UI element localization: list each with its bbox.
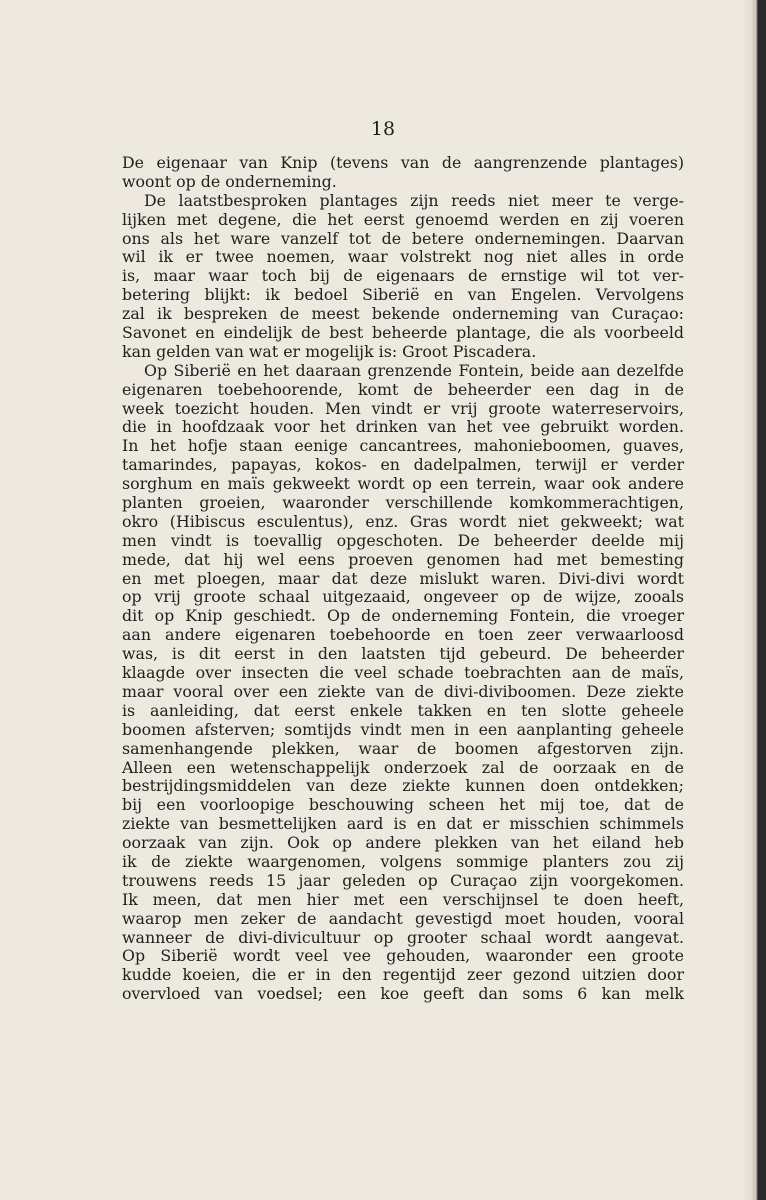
text-line: overvloed van voedsel; een koe geeft dan soms 6 kan melk bbox=[122, 984, 684, 1004]
page-number: 18 bbox=[370, 118, 396, 140]
text-line: bij een voorloopige beschouwing scheen het mij toe, dat de bbox=[122, 795, 684, 815]
text-line: maar vooral over een ziekte van de divi-diviboomen. Deze ziekte bbox=[122, 681, 684, 701]
text-line: klaagde over insecten die veel schade toebrachten aan de maïs, bbox=[122, 663, 684, 683]
text-line: De laatstbesproken plantages zijn reeds niet meer te verge- bbox=[144, 190, 684, 210]
text-line: kudde koeien, die er in den regentijd zeer gezond uitzien door bbox=[122, 965, 684, 985]
text-line: wanneer de divi-divicultuur op grooter schaal wordt aangevat. bbox=[122, 927, 684, 947]
text-line: Op Siberië wordt veel vee gehouden, waaronder een groote bbox=[122, 946, 684, 966]
text-line: dit op Knip geschiedt. Op de onderneming Fontein, die vroeger bbox=[122, 606, 684, 626]
text-line: week toezicht houden. Men vindt er vrij groote waterreservoirs, bbox=[122, 398, 684, 418]
text-line: okro (Hibiscus esculentus), enz. Gras wordt niet gekweekt; wat bbox=[122, 511, 684, 531]
text-line: samenhangende plekken, waar de boomen afgestorven zijn. bbox=[122, 738, 684, 758]
text-line: Ik meen, dat men hier met een verschijnsel te doen heeft, bbox=[122, 889, 684, 909]
text-line: kan gelden van wat er mogelijk is: Groot Piscadera. bbox=[122, 341, 537, 361]
text-line: boomen afsterven; somtijds vindt men in een aanplanting geheele bbox=[122, 719, 684, 739]
text-line: In het hofje staan eenige cancantrees, mahonieboomen, guaves, bbox=[122, 436, 684, 456]
text-line: was, is dit eerst in den laatsten tijd gebeurd. De beheerder bbox=[122, 644, 684, 664]
text-line: mede, dat hij wel eens proeven genomen had met bemesting bbox=[122, 549, 684, 569]
page-gutter-shadow bbox=[742, 0, 752, 1200]
text-line: eigenaren toebehoorende, komt de beheerder een dag in de bbox=[122, 379, 684, 399]
text-line: Alleen een wetenschappelijk onderzoek zal de oorzaak en de bbox=[122, 757, 684, 777]
text-line: betering blijkt: ik bedoel Siberië en van Engelen. Vervolgens bbox=[122, 285, 684, 305]
text-line: waarop men zeker de aandacht gevestigd moet houden, vooral bbox=[122, 908, 684, 928]
text-line: ziekte van besmettelijken aard is en dat er misschien schimmels bbox=[122, 814, 684, 834]
text-line: ik de ziekte waargenomen, volgens sommige planters zou zij bbox=[122, 851, 684, 871]
text-line: tamarindes, papayas, kokos- en dadelpalmen, terwijl er verder bbox=[122, 455, 684, 475]
text-line: die in hoofdzaak voor het drinken van het vee gebruikt worden. bbox=[122, 417, 684, 437]
text-line: Savonet en eindelijk de best beheerde plantage, die als voorbeeld bbox=[122, 323, 684, 343]
text-line: op vrij groote schaal uitgezaaid, ongeveer op de wijze, zooals bbox=[122, 587, 684, 607]
text-line: bestrijdingsmiddelen van deze ziekte kunnen doen ontdekken; bbox=[122, 776, 684, 796]
body-text bbox=[122, 154, 684, 1004]
text-line: trouwens reeds 15 jaar geleden op Curaçao zijn voorgekomen. bbox=[122, 870, 684, 890]
text-line: sorghum en maïs gekweekt wordt op een terrein, waar ook andere bbox=[122, 474, 684, 494]
text-line: oorzaak van zijn. Ook op andere plekken van het eiland heb bbox=[122, 833, 684, 853]
text-line: planten groeien, waaronder verschillende komkommerachtigen, bbox=[122, 493, 684, 513]
text-line: en met ploegen, maar dat deze mislukt waren. Divi-divi wordt bbox=[122, 568, 684, 588]
text-line: De eigenaar van Knip (tevens van de aangrenzende plantages) bbox=[122, 153, 684, 172]
text-line: is, maar waar toch bij de eigenaars de ernstige wil tot ver- bbox=[122, 266, 684, 286]
text-line: wil ik er twee noemen, waar volstrekt nog niet alles in orde bbox=[122, 247, 684, 267]
text-line: aan andere eigenaren toebehoorde en toen zeer verwaarloosd bbox=[122, 625, 684, 645]
text-line: ons als het ware vanzelf tot de betere ondernemingen. Daarvan bbox=[122, 228, 684, 248]
text-line: men vindt is toevallig opgeschoten. De beheerder deelde mij bbox=[122, 530, 684, 550]
text-line: lijken met degene, die het eerst genoemd werden en zij voeren bbox=[122, 209, 684, 229]
text-line: zal ik bespreken de meest bekende onderneming van Curaçao: bbox=[122, 304, 684, 324]
text-line: woont op de onderneming. bbox=[122, 171, 337, 191]
text-line: is aanleiding, dat eerst enkele takken en ten slotte geheele bbox=[122, 700, 684, 720]
page-edge bbox=[752, 0, 766, 1200]
text-line: Op Siberië en het daaraan grenzende Fontein, beide aan dezelfde bbox=[144, 360, 684, 380]
